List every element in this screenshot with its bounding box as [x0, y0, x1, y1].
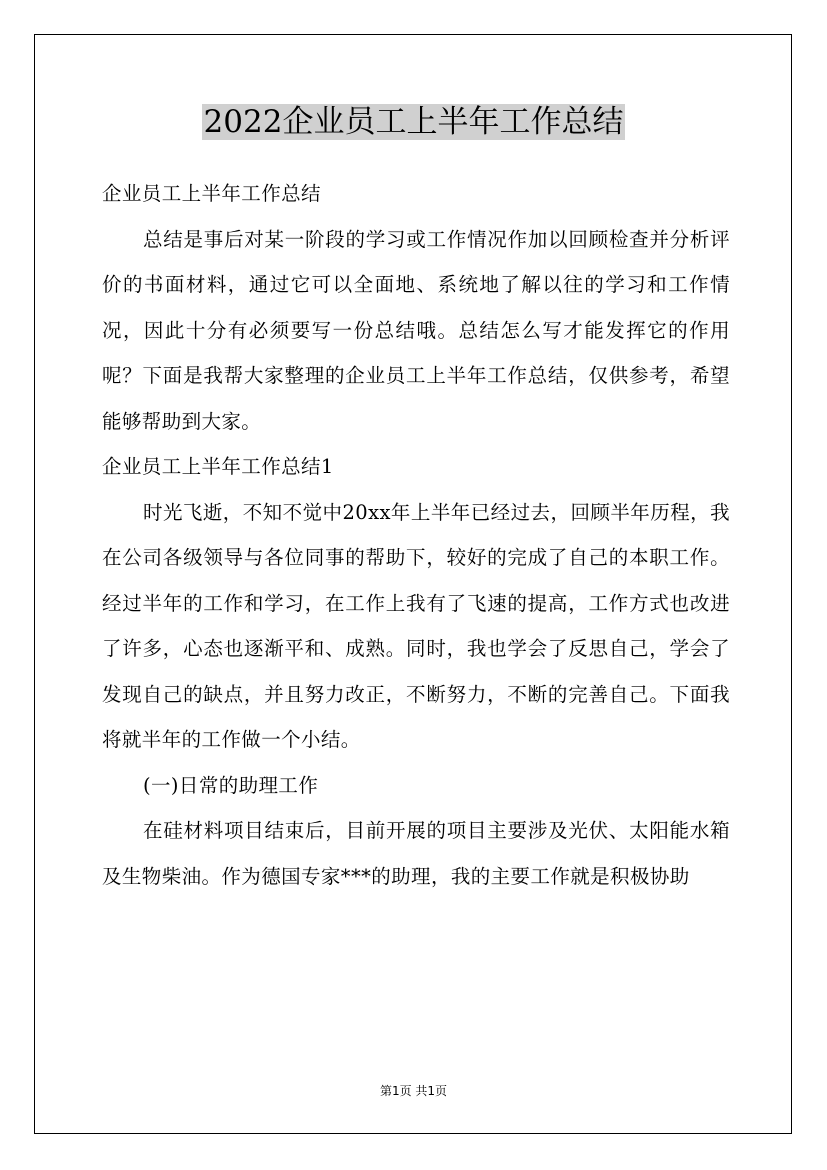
section-heading: 企业员工上半年工作总结: [102, 182, 321, 205]
document-title-text: 2022企业员工上半年工作总结: [203, 104, 624, 140]
body-paragraph: 在硅材料项目结束后，目前开展的项目主要涉及光伏、太阳能水箱及生物柴油。作为德国专家***的助理，我的主要工作就是积极协助: [102, 819, 730, 888]
section-heading: 企业员工上半年工作总结1: [102, 455, 334, 478]
document-title: [0, 100, 827, 144]
subsection-heading: (一)日常的助理工作: [143, 773, 319, 797]
intro-paragraph: 总结是事后对某一阶段的学习或工作情况作加以回顾检查并分析评价的书面材料，通过它可以全面地、系统地了解以往的学习和工作情况，因此十分有必须要写一份总结哦。总结怎么写才能发挥它的作用呢？下面是我帮大家整理的企业员工上半年工作总结，仅供参考，希望能够帮助到大家。: [102, 227, 730, 433]
page-number-footer: 第1页 共1页: [379, 1084, 448, 1098]
body-paragraph: 时光飞逝，不知不觉中20xx年上半年已经过去，回顾半年历程，我在公司各级领导与各位同事的帮助下，较好的完成了自己的本职工作。经过半年的工作和学习，在工作上我有了飞速的提高，工作方式也改进了许多，心态也逐渐平和、成熟。同时，我也学会了反思自己，学会了发现自己的缺点，并且努力改正，不断努力，不断的完善自己。下面我将就半年的工作做一个小结。: [102, 500, 730, 751]
document-body: [102, 171, 730, 899]
